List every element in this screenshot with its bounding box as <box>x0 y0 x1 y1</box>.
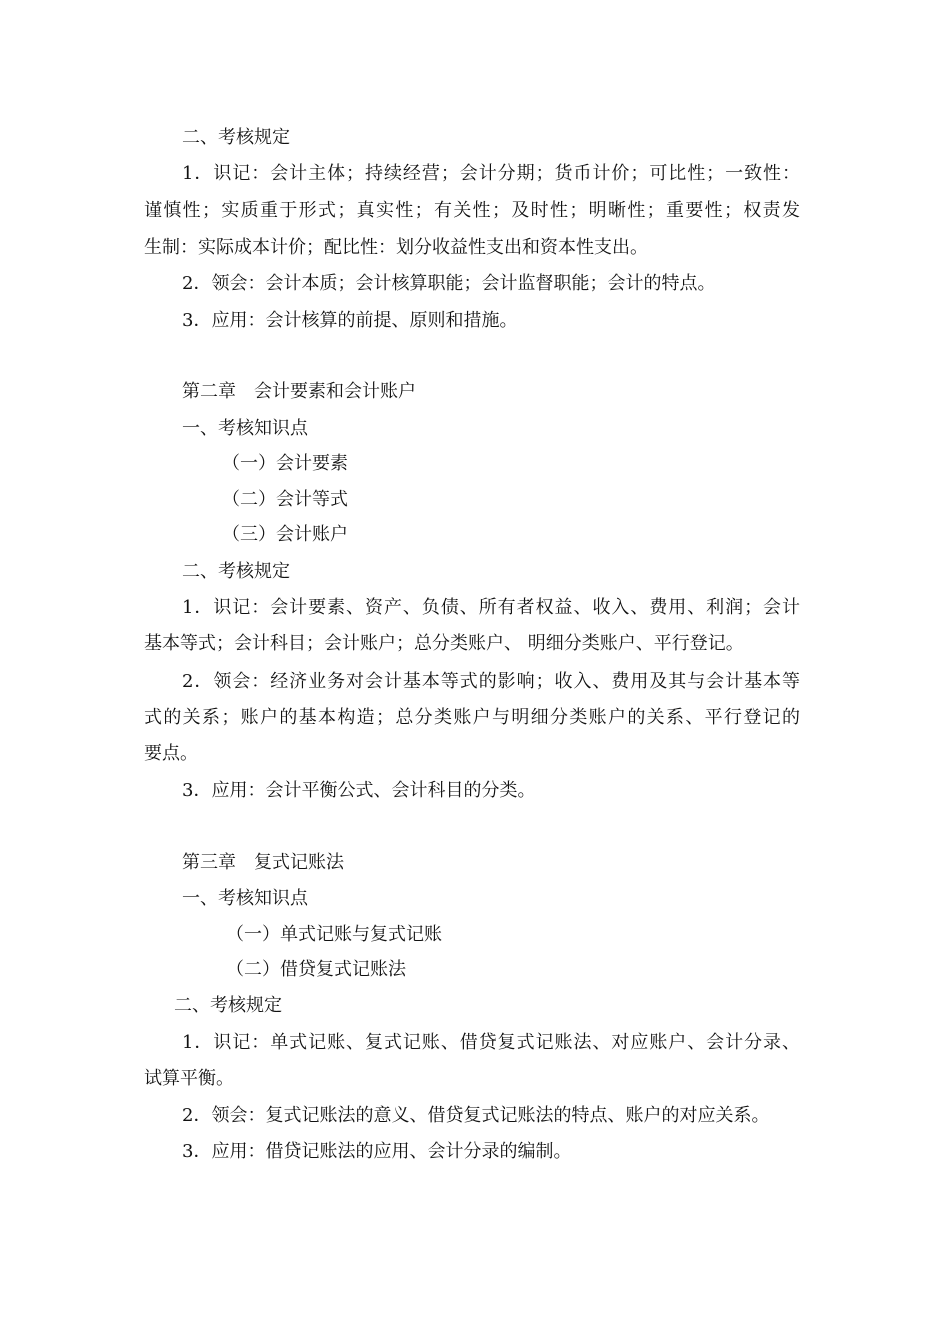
section-heading-points: 一、考核知识点 <box>182 418 308 439</box>
rule-item-line: 3．应用：借贷记账法的应用、会计分录的编制。 <box>182 1141 572 1162</box>
rule-item-line: 要点。 <box>144 743 198 764</box>
knowledge-point: （三）会计账户 <box>222 524 348 545</box>
section-heading-rules: 二、考核规定 <box>182 561 290 582</box>
knowledge-point: （一）会计要素 <box>222 453 348 474</box>
rule-item-line: 生制：实际成本计价；配比性：划分收益性支出和资本性支出。 <box>144 237 648 258</box>
chapter-title: 第三章 复式记账法 <box>182 852 344 873</box>
rule-item-line: 试算平衡。 <box>144 1068 234 1089</box>
rule-item-line: 1．识记：会计主体；持续经营；会计分期；货币计价；可比性；一致性： <box>182 163 800 184</box>
rule-item-line: 2．领会：经济业务对会计基本等式的影响；收入、费用及其与会计基本等 <box>182 671 800 692</box>
knowledge-point: （二）会计等式 <box>222 489 348 510</box>
section-heading-rules: 二、考核规定 <box>174 995 282 1016</box>
knowledge-point: （一）单式记账与复式记账 <box>226 924 442 945</box>
rule-item-line: 谨慎性；实质重于形式；真实性；有关性；及时性；明晰性；重要性；权责发 <box>144 200 800 221</box>
rule-item-line: 1．识记：单式记账、复式记账、借贷复式记账法、对应账户、会计分录、 <box>182 1032 800 1053</box>
section-heading-points: 一、考核知识点 <box>182 888 308 909</box>
knowledge-point: （二）借贷复式记账法 <box>226 959 406 980</box>
rule-item-line: 3．应用：会计平衡公式、会计科目的分类。 <box>182 780 536 801</box>
section-heading-rules: 二、考核规定 <box>182 127 290 148</box>
chapter-title: 第二章 会计要素和会计账户 <box>182 381 416 402</box>
rule-item-line: 式的关系；账户的基本构造；总分类账户与明细分类账户的关系、平行登记的 <box>144 707 800 728</box>
rule-item-line: 2．领会：会计本质；会计核算职能；会计监督职能；会计的特点。 <box>182 273 716 294</box>
rule-item-line: 基本等式；会计科目；会计账户；总分类账户、 明细分类账户、平行登记。 <box>144 633 744 654</box>
rule-item-line: 2．领会：复式记账法的意义、借贷复式记账法的特点、账户的对应关系。 <box>182 1105 770 1126</box>
rule-item-line: 3．应用：会计核算的前提、原则和措施。 <box>182 310 518 331</box>
rule-item-line: 1．识记：会计要素、资产、负债、所有者权益、收入、费用、利润；会计 <box>182 597 800 618</box>
